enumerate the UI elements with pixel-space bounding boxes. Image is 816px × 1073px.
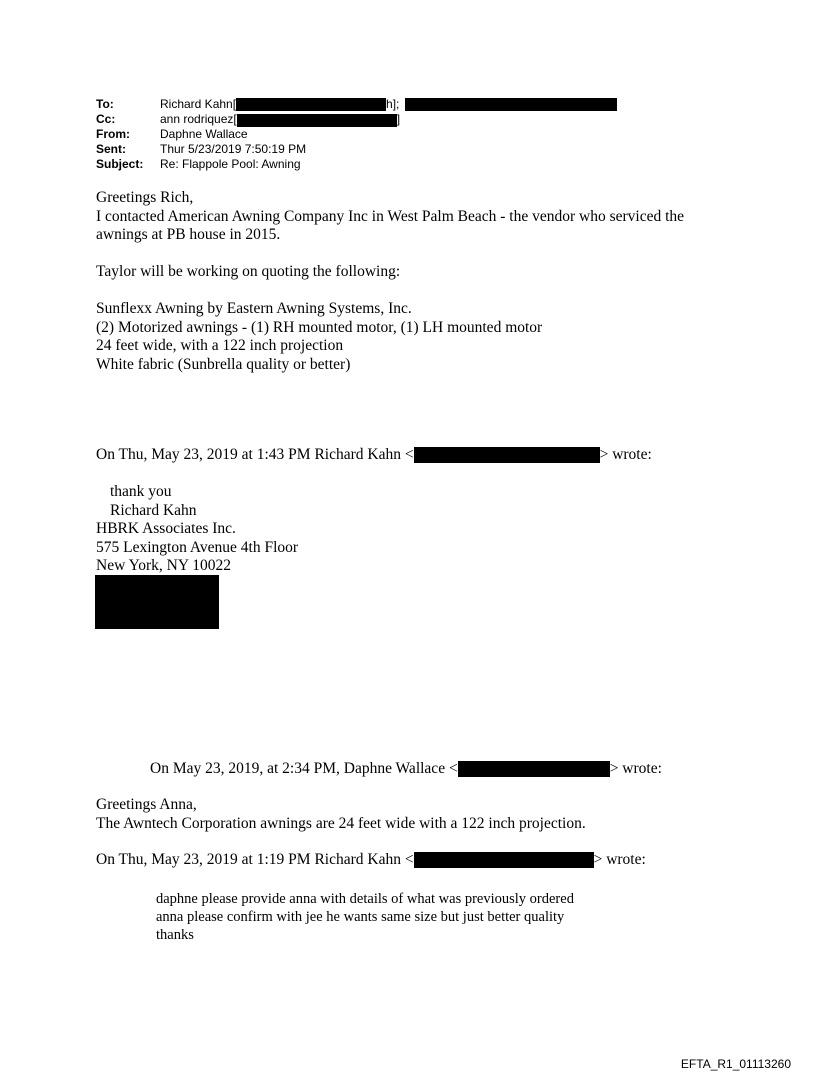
redaction [405, 98, 617, 111]
to-value [160, 97, 617, 112]
cc-label: Cc: [96, 112, 116, 126]
signature-city: New York, NY 10022 [96, 557, 232, 574]
redaction [95, 575, 219, 629]
body-line: (2) Motorized awnings - (1) RH mounted motor, (1) LH mounted motor [96, 318, 543, 336]
subject-row [96, 157, 617, 172]
quote-intro-text: On Thu, May 23, 2019 at 1:19 PM Richard Kahn < [96, 851, 414, 868]
redaction [236, 98, 386, 111]
email-header [96, 97, 617, 172]
subject-label: Subject: [96, 157, 144, 171]
body-line: 24 feet wide, with a 122 inch projection [96, 337, 344, 354]
quote-body [96, 796, 586, 833]
from-value: Daphne Wallace [160, 127, 248, 141]
body-line: Taylor will be working on quoting the following: [96, 263, 401, 280]
cc-tail: ] [396, 112, 401, 126]
quote-intro-text: On Thu, May 23, 2019 at 1:43 PM Richard Kahn < [96, 446, 414, 463]
quote-wrote: > wrote: [609, 760, 662, 777]
to-tail: h]; [386, 97, 400, 111]
quote-wrote: > wrote: [593, 851, 646, 868]
body-line: awnings at PB house in 2015. [96, 226, 281, 243]
subject-value: Re: Flappole Pool: Awning [160, 157, 301, 171]
body-line: Greetings Anna, [96, 796, 197, 813]
signature-company: HBRK Associates Inc. [96, 520, 236, 537]
cc-value [160, 112, 400, 127]
body-line: daphne please provide anna with details of what was previously ordered [156, 891, 574, 907]
signature-block [96, 483, 298, 576]
quote-intro-text: On May 23, 2019, at 2:34 PM, Daphne Wallace < [150, 760, 458, 777]
body-line: White fabric (Sunbrella quality or better) [96, 355, 351, 373]
to-name: Richard Kahn[ [160, 97, 237, 111]
redaction [237, 114, 397, 127]
quote-wrote: > wrote: [599, 446, 652, 463]
redaction [414, 852, 594, 868]
body-line: Greetings Rich, [96, 189, 194, 206]
message-body [96, 189, 684, 374]
body-line: The Awntech Corporation awnings are 24 feet wide with a 122 inch projection. [96, 814, 586, 832]
redaction [458, 761, 610, 777]
from-row [96, 127, 617, 142]
cc-row [96, 112, 617, 127]
body-line: thank you [110, 483, 172, 500]
signature-name: Richard Kahn [110, 501, 197, 519]
sent-value: Thur 5/23/2019 7:50:19 PM [160, 142, 307, 156]
signature-address: 575 Lexington Avenue 4th Floor [96, 538, 299, 556]
document-id: EFTA_R1_01113260 [680, 1057, 791, 1071]
sent-label: Sent: [96, 142, 126, 156]
redaction [414, 447, 600, 463]
quote-intro [96, 446, 652, 465]
body-line [96, 282, 684, 301]
sent-row [96, 142, 617, 157]
to-label: To: [96, 97, 114, 111]
quote-body [156, 890, 574, 944]
body-line [96, 245, 684, 264]
body-line: Sunflexx Awning by Eastern Awning Systems, Inc. [96, 300, 412, 317]
cc-name: ann rodriquez[ [160, 112, 237, 126]
quote-intro [96, 851, 646, 870]
from-label: From: [96, 127, 130, 141]
quote-intro [150, 760, 662, 779]
body-line: I contacted American Awning Company Inc in West Palm Beach - the vendor who serviced the [96, 207, 685, 225]
body-line: thanks [156, 927, 194, 943]
body-line: anna please confirm with jee he wants same size but just better quality [156, 909, 565, 925]
to-row [96, 97, 617, 112]
